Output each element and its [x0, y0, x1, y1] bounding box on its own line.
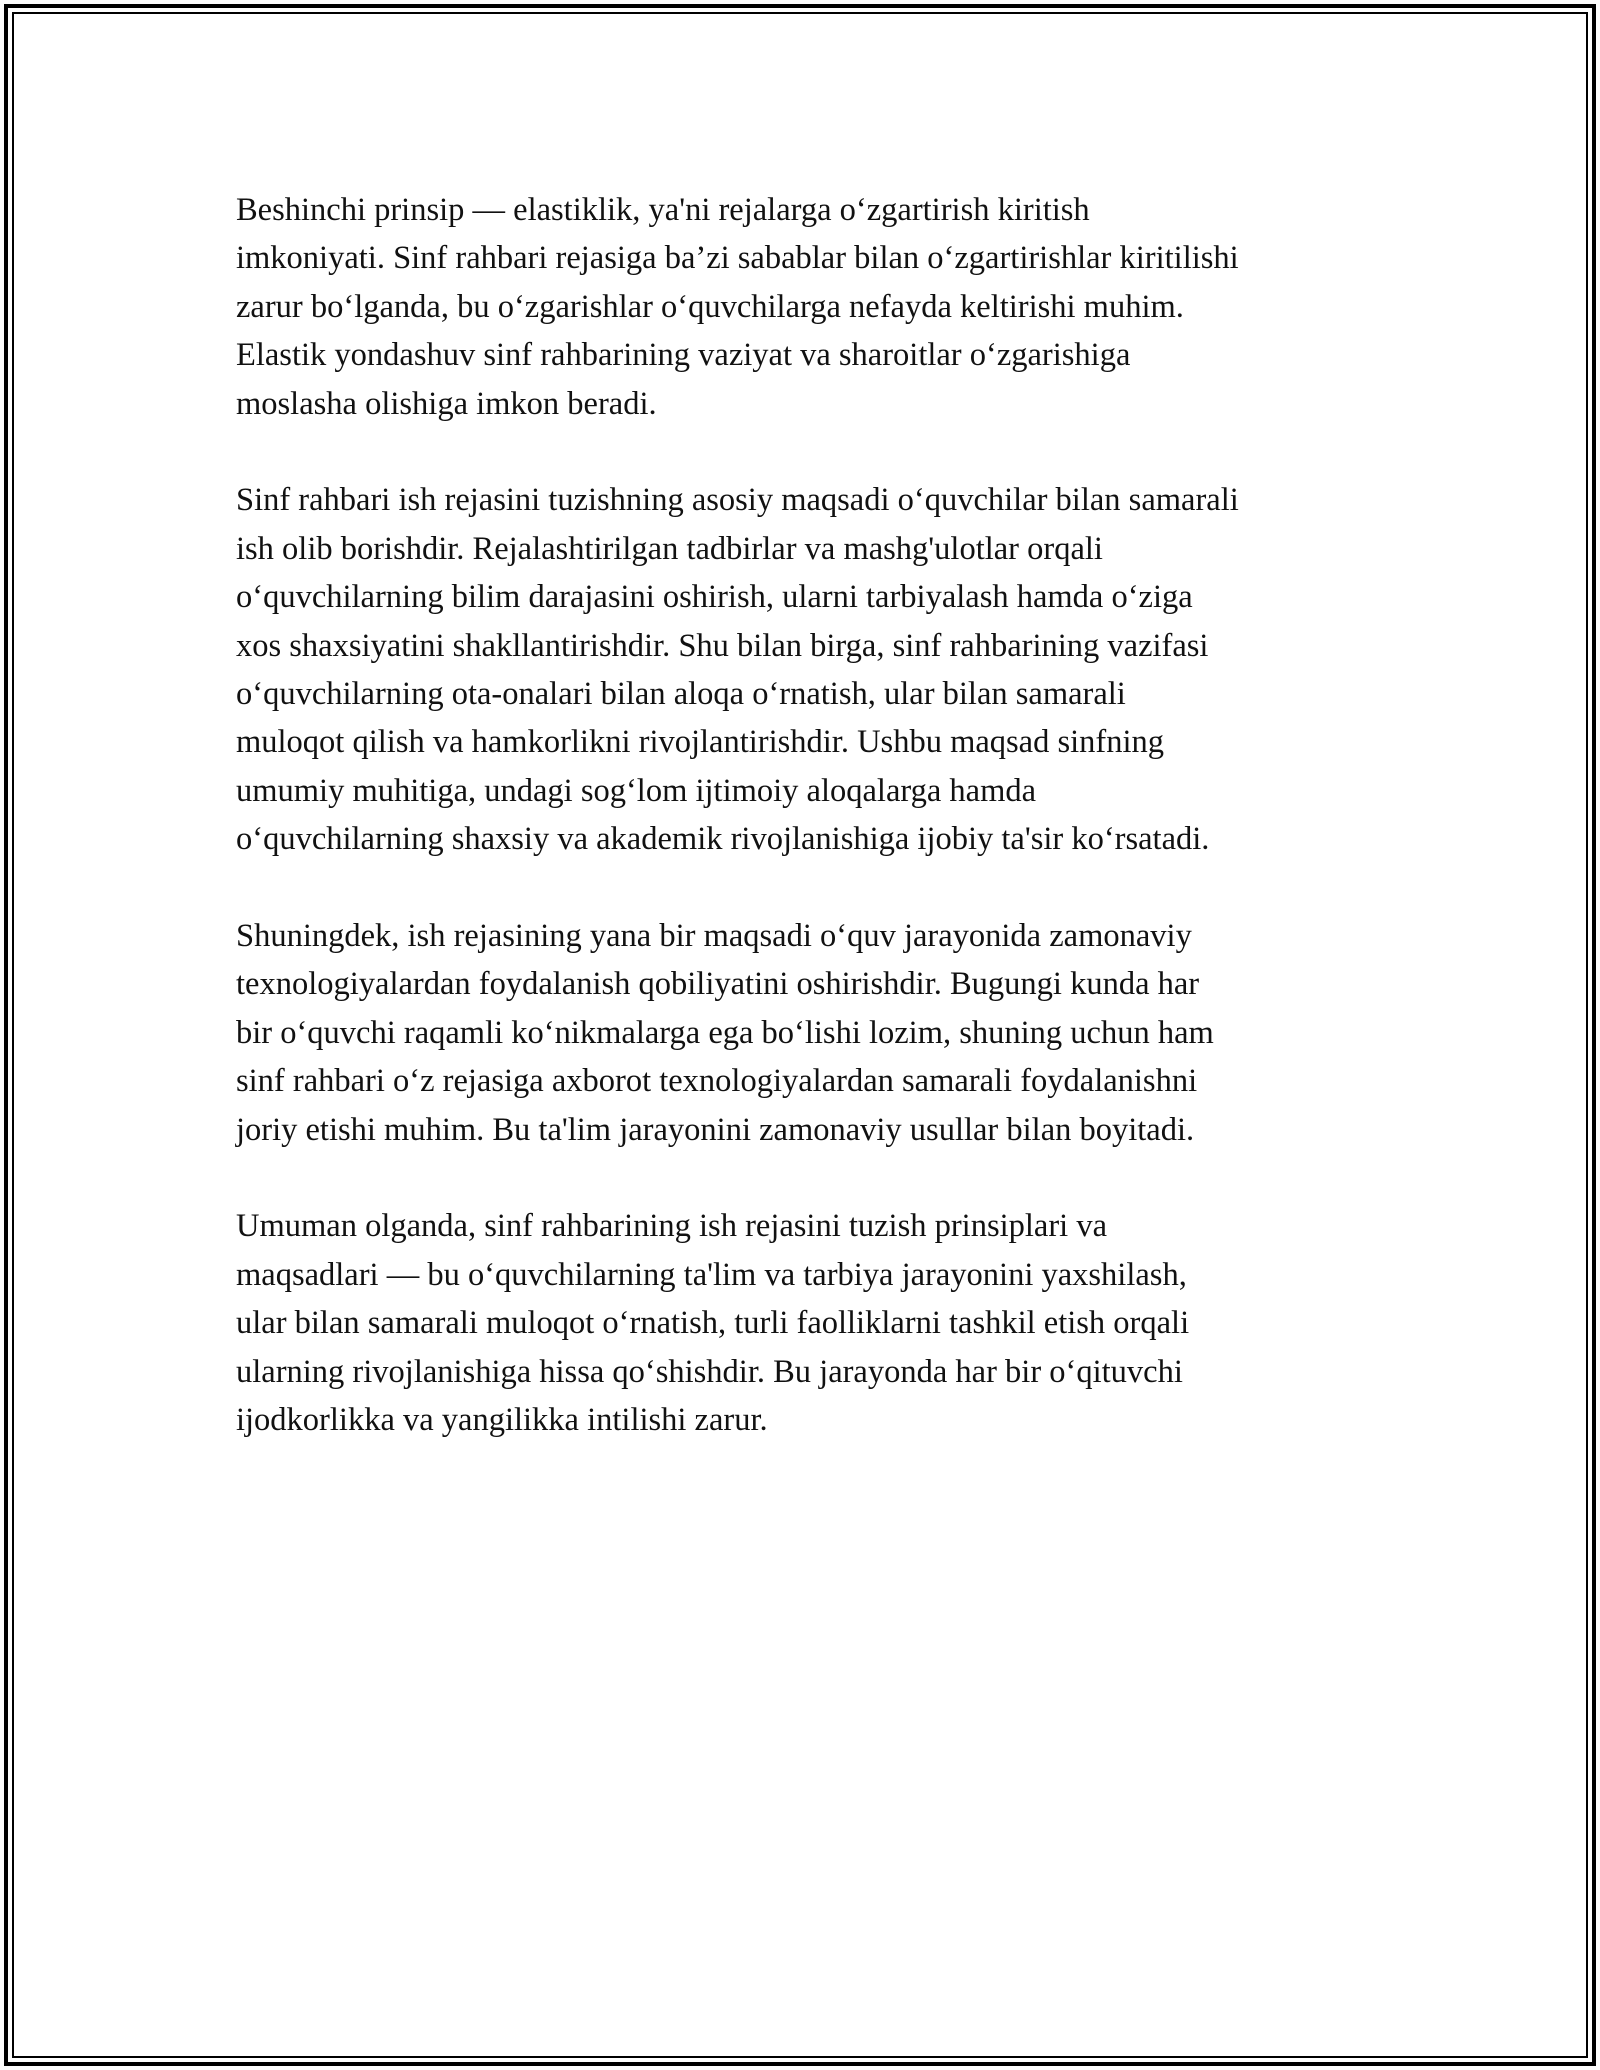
text-line: o‘quvchilarning ota-onalari bilan aloqa o‘rnatish, ular bilan samarali: [236, 676, 1126, 713]
text-line: Umuman olganda, sinf rahbarining ish rejasini tuzish prinsiplari va: [236, 1208, 1107, 1245]
paragraph-conclusion: [236, 1202, 1376, 1444]
text-line: ularning rivojlanishiga hissa qo‘shishdir. Bu jarayonda har bir o‘qituvchi: [236, 1353, 1183, 1390]
text-line: Sinf rahbari ish rejasini tuzishning asosiy maqsadi o‘quvchilar bilan samarali: [236, 482, 1239, 519]
text-line: zarur bo‘lganda, bu o‘zgarishlar o‘quvchilarga nefayda keltirishi muhim.: [236, 288, 1184, 325]
paragraph-elasticity-principle: [236, 186, 1376, 428]
text-line: ijodkorlikka va yangilikka intilishi zarur.: [236, 1402, 768, 1439]
text-line: sinf rahbari o‘z rejasiga axborot texnologiyalardan samarali foydalanishni: [236, 1063, 1198, 1100]
text-line: xos shaxsiyatini shakllantirishdir. Shu bilan birga, sinf rahbarining vazifasi: [236, 627, 1209, 664]
text-line: ish olib borishdir. Rejalashtirilgan tadbirlar va mashg'ulotlar orqali: [236, 530, 1103, 567]
text-line: imkoniyati. Sinf rahbari rejasiga ba’zi sabablar bilan o‘zgartirishlar kiritilishi: [236, 240, 1239, 277]
text-line: muloqot qilish va hamkorlikni rivojlantirishdir. Ushbu maqsad sinfning: [236, 724, 1164, 761]
text-line: moslasha olishiga imkon beradi.: [236, 385, 657, 422]
text-line: umumiy muhitiga, undagi sog‘lom ijtimoiy aloqalarga hamda: [236, 772, 1037, 809]
paragraph-plan-main-goal: [236, 476, 1376, 863]
text-line: bir o‘quvchi raqamli ko‘nikmalarga ega bo‘lishi lozim, shuning uchun ham: [236, 1014, 1214, 1051]
text-line: o‘quvchilarning bilim darajasini oshirish, ularni tarbiyalash hamda o‘ziga: [236, 579, 1193, 616]
text-line: o‘quvchilarning shaxsiy va akademik rivojlanishiga ijobiy ta'sir ko‘rsatadi.: [236, 821, 1210, 858]
text-line: Elastik yondashuv sinf rahbarining vaziyat va sharoitlar o‘zgarishiga: [236, 337, 1131, 374]
text-line: joriy etishi muhim. Bu ta'lim jarayonini zamonaviy usullar bilan boyitadi.: [236, 1111, 1195, 1148]
text-line: texnologiyalardan foydalanish qobiliyatini oshirishdir. Bugungi kunda har: [236, 966, 1200, 1003]
text-line: Shuningdek, ish rejasining yana bir maqsadi o‘quv jarayonida zamonaviy: [236, 918, 1192, 955]
document-body: [236, 186, 1376, 1493]
text-line: maqsadlari — bu o‘quvchilarning ta'lim va tarbiya jarayonini yaxshilash,: [236, 1256, 1187, 1293]
text-line: Beshinchi prinsip — elastiklik, ya'ni rejalarga o‘zgartirish kiritish: [236, 192, 1090, 228]
paragraph-technology-goal: [236, 912, 1376, 1154]
text-line: ular bilan samarali muloqot o‘rnatish, turli faolliklarni tashkil etish orqali: [236, 1305, 1190, 1342]
